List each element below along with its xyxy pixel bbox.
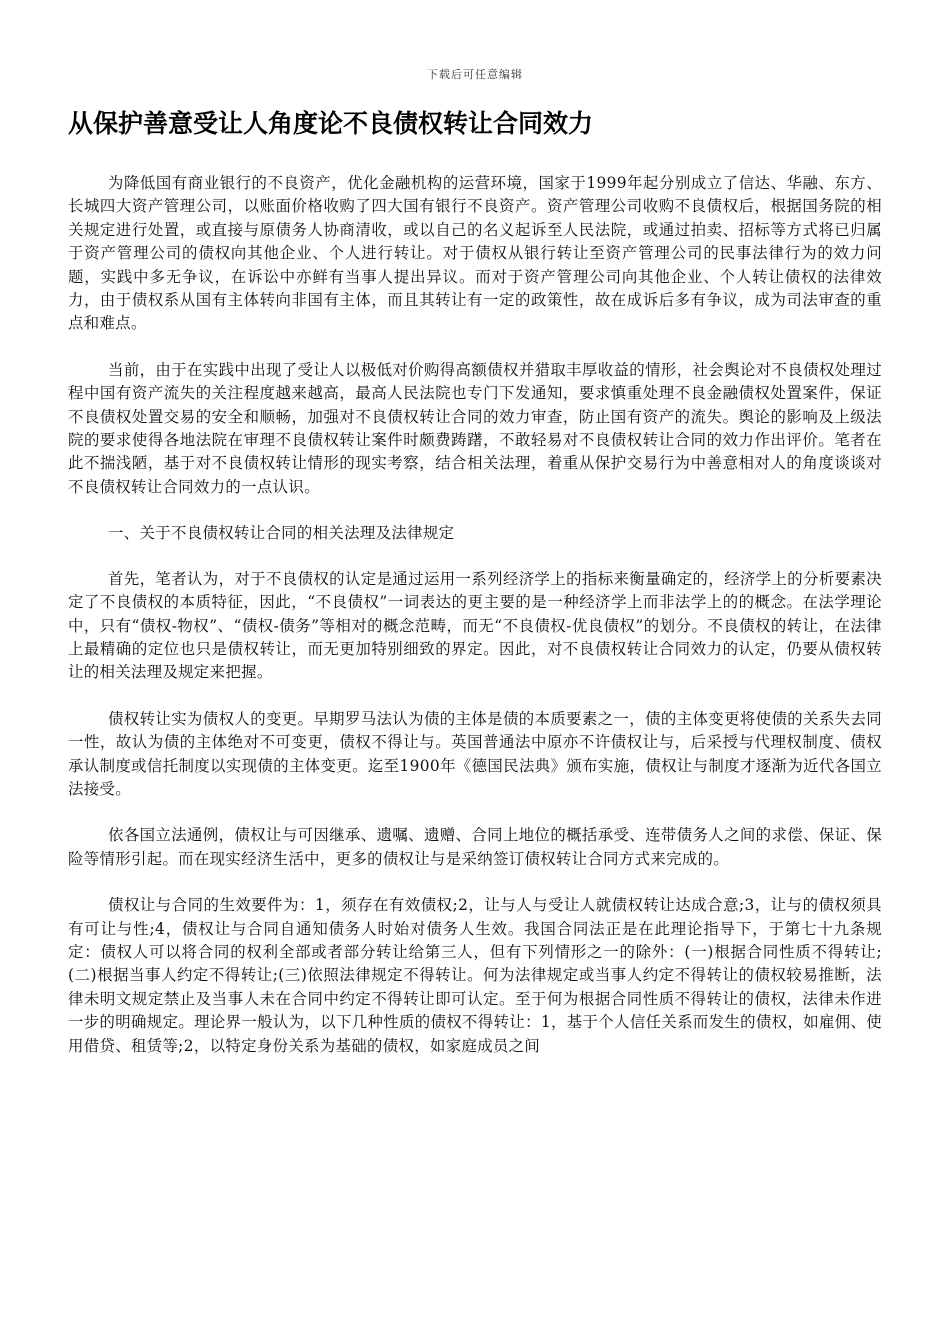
- paragraph: 当前，由于在实践中出现了受让人以极低对价购得高额债权并猎取丰厚收益的情形，社会舆论对不良债权处理过程中国有资产流失的关注程度越来越高，最高人民法院也专门下发通知，要求慎重处理不良金融债权处置案件，保证不良债权处置交易的安全和顺畅，加强对不良债权转让合同的效力审查，防止国有资产的流失。舆论的影响及上级法院的要求使得各地法院在审理不良债权转让案件时颇费踌躇，不敢轻易对不良债权转让合同的效力作出评价。笔者在此不揣浅陋，基于对不良债权转让情形的现实考察，结合相关法理，着重从保护交易行为中善意相对人的角度谈谈对不良债权转让合同效力的一点认识。: [68, 360, 882, 496]
- document-title: 从保护善意受让人角度论不良债权转让合同效力: [68, 109, 594, 138]
- paragraph: 债权转让实为债权人的变更。早期罗马法认为债的主体是债的本质要素之一，债的主体变更将使债的关系失去同一性，故认为债的主体绝对不可变更，债权不得让与。英国普通法中原亦不许债权让与，后采授与代理权制度、债权承认制度或信托制度以实现债的主体变更。迄至1900年《德国民法典》颁布实施，债权让与制度才逐渐为近代各国立法接受。: [68, 709, 882, 798]
- paragraph: 首先，笔者认为，对于不良债权的认定是通过运用一系列经济学上的指标来衡量确定的，经济学上的分析要素决定了不良债权的本质特征，因此，“不良债权”一词表达的更主要的是一种经济学上而非法学上的的概念。在法学理论中，只有“债权-物权”、“债权-债务”等相对的概念范畴，而无“不良债权-优良债权”的划分。不良债权的转让，在法律上最精确的定位也只是债权转让，而无更加特别细致的界定。因此，对不良债权转让合同效力的认定，仍要从债权转让的相关法理及规定来把握。: [68, 569, 882, 682]
- paragraph: 为降低国有商业银行的不良资产，优化金融机构的运营环境，国家于1999年起分别成立了信达、华融、东方、长城四大资产管理公司，以账面价格收购了四大国有银行不良资产。资产管理公司收购不良债权后，根据国务院的相关规定进行处置，或直接与原债务人协商清收，或以自己的名义起诉至人民法院，或通过拍卖、招标等方式将已归属于资产管理公司的债权向其他企业、个人进行转让。对于债权从银行转让至资产管理公司的民事法律行为的效力问题，实践中多无争议，在诉讼中亦鲜有当事人提出异议。而对于资产管理公司向其他企业、个人转让债权的法律效力，由于债权系从国有主体转向非国有主体，而且其转让有一定的政策性，故在成诉后多有争议，成为司法审查的重点和难点。: [68, 174, 882, 333]
- section-heading: 一、关于不良债权转让合同的相关法理及法律规定: [108, 524, 455, 543]
- document-body: [68, 172, 882, 1081]
- paragraph: 依各国立法通例，债权让与可因继承、遗嘱、遗赠、合同上地位的概括承受、连带债务人之间的求偿、保证、保险等情形引起。而在现实经济生活中，更多的债权让与是采纳签订债权转让合同方式来完成的。: [68, 826, 882, 868]
- paragraph: 债权让与合同的生效要件为：1，须存在有效债权;2，让与人与受让人就债权转让达成合意;3，让与的债权须具有可让与性;4，债权让与合同自通知债务人时始对债务人生效。我国合同法正是在此理论指导下，于第七十九条规定：债权人可以将合同的权利全部或者部分转让给第三人，但有下列情形之一的除外：(一)根据合同性质不得转让;(二)根据当事人约定不得转让;(三)依照法律规定不得转让。何为法律规定或当事人约定不得转让的债权较易推断，法律未明文规定禁止及当事人未在合同中约定不得转让即可认定。至于何为根据合同性质不得转让的债权，法律未作进一步的明确规定。理论界一般认为，以下几种性质的债权不得转让：1，基于个人信任关系而发生的债权，如雇佣、使用借贷、租赁等;2，以特定身份关系为基础的债权，如家庭成员之间: [68, 896, 882, 1055]
- page-header-note: 下载后可任意编辑: [427, 68, 523, 81]
